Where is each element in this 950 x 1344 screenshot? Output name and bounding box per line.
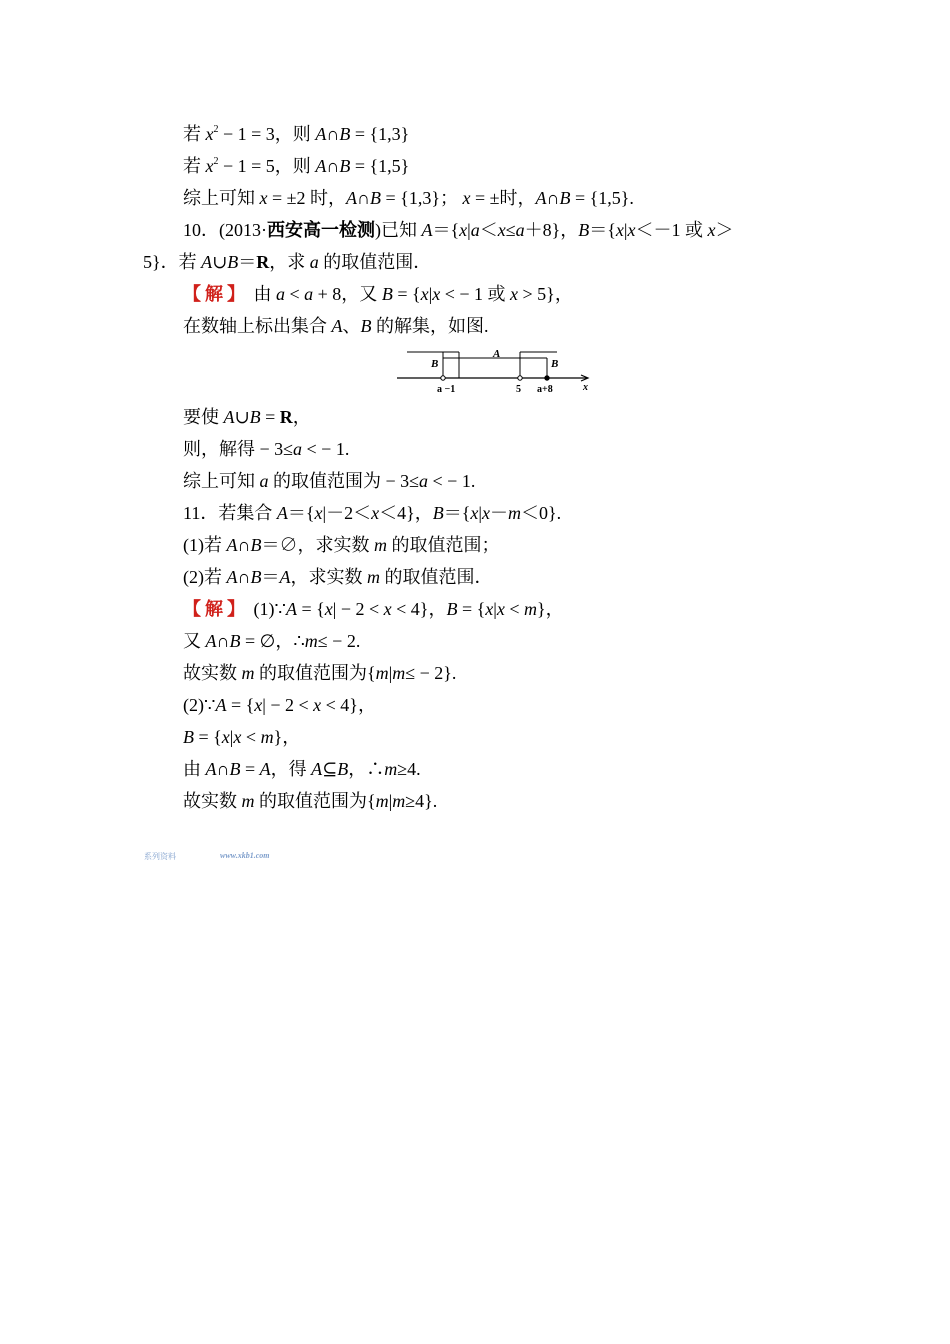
solution-10-line-4: 则，解得 − 3≤a < − 1.: [183, 439, 350, 459]
solution-10-line-2: 在数轴上标出集合 A、B 的解集，如图.: [183, 316, 489, 336]
problem-11-part-1: (1)若 A∩B＝∅，求实数 m 的取值范围；: [183, 535, 500, 555]
solution-10-line-3: 要使 A∪B = R，: [183, 407, 311, 427]
problem-11-part-2: (2)若 A∩B＝A，求实数 m 的取值范围．: [183, 567, 493, 587]
solution-marker: 【解】: [183, 284, 249, 304]
tick-label-a-minus-1: a −1: [437, 384, 456, 395]
label-B-left: B: [431, 358, 439, 370]
footer-text: 系列资料: [144, 852, 176, 861]
solution-marker: 【解】: [183, 599, 249, 619]
tick-label-5: 5: [516, 384, 521, 395]
footer-url[interactable]: www.xkb1.com: [220, 851, 270, 860]
solution-11-line-6: 由 A∩B = A，得 A⊆B，∴m≥4.: [183, 759, 421, 779]
label-B-right: B: [551, 358, 559, 370]
axis-label-x: x: [583, 382, 588, 393]
solution-11-line-2: 又 A∩B = ∅，∴m≤ − 2.: [183, 631, 361, 651]
open-point-5: [518, 376, 522, 380]
solution-10-line-5: 综上可知 a 的取值范围为 − 3≤a < − 1.: [183, 471, 476, 491]
solution-line-2: 若 $x^2 - 1 = 5$，则 A∩B = {1,5}: [183, 156, 410, 176]
solution-11-line-3: 故实数 m 的取值范围为{m|m≤ − 2}.: [183, 663, 457, 683]
solution-11-line-5: B = {x|x < m}，: [183, 727, 301, 747]
solution-11-line-4: (2)∵A = {x| − 2 < x < 4}，: [183, 695, 376, 715]
solution-10-line-1: 【解】 由 a < a + 8，又 B = {x|x < − 1 或 x > 5}，: [183, 284, 573, 304]
open-point-a-minus-1: [441, 376, 445, 380]
number-line-figure: [397, 345, 597, 395]
tick-label-a-plus-8: a+8: [537, 384, 553, 395]
problem-11-line-1: 11．若集合 A＝{x|－2＜x＜4}，B＝{x|x－m＜0}.: [183, 503, 562, 523]
problem-10-line-1: 10．(2013·西安高一检测)已知 A＝{x|a＜x≤a＋8}，B＝{x|x＜－1 或 x＞: [183, 220, 734, 240]
solution-line-1: 若 $x^2 - 1 = 3$，则 A∩B = {1,3}: [183, 124, 410, 144]
solution-11-line-7: 故实数 m 的取值范围为{m|m≥4}.: [183, 791, 438, 811]
solution-line-3: 综上可知 x = ±2 时，A∩B = {1,3}； x = ±时，A∩B = {1,5}.: [183, 188, 634, 208]
closed-point-a-plus-8: [545, 376, 549, 380]
problem-10-line-2: 5}．若 A∪B＝R，求 a 的取值范围．: [143, 252, 432, 272]
solution-11-line-1: 【解】 (1)∵A = {x| − 2 < x < 4}，B = {x|x < m}，: [183, 599, 564, 619]
label-A: A: [493, 348, 501, 360]
